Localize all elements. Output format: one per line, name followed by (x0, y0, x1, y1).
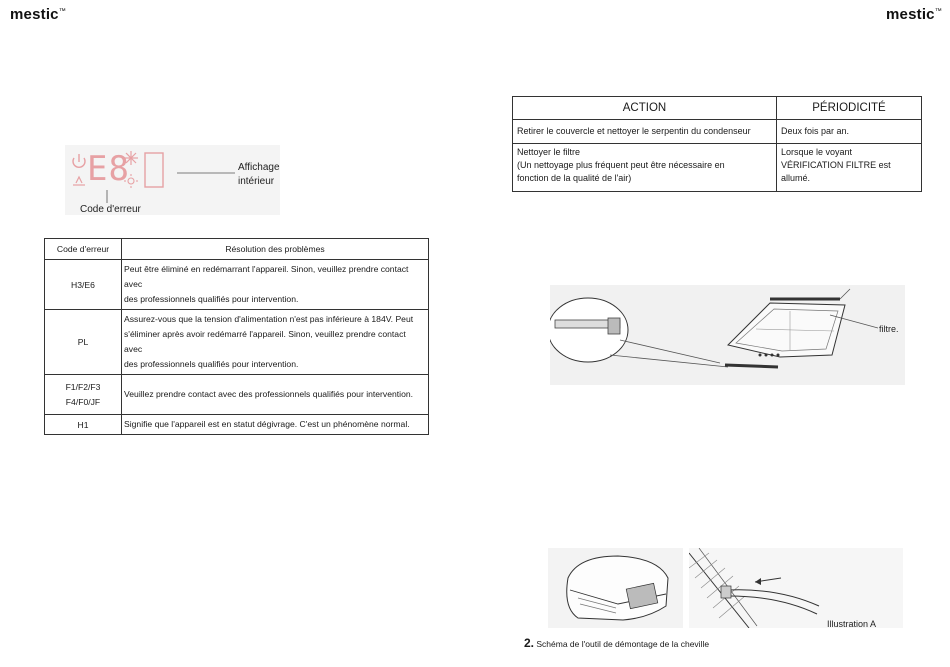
water-level-icon (73, 177, 85, 185)
tool-caption (524, 636, 709, 650)
table-row (45, 415, 429, 435)
illustration-a-label: Illustration A (827, 619, 877, 629)
segment-digit-empty (145, 153, 163, 187)
brand-logo-right: mestic™ (886, 6, 942, 23)
display-label: Affichage intérieur (238, 162, 280, 187)
maintenance-table (512, 96, 922, 192)
error-code-cell: H3/E6 (45, 260, 122, 310)
table-row (45, 260, 429, 310)
header-error-code: Code d'erreur (45, 239, 122, 260)
error-code-label: Code d'erreur (80, 204, 141, 215)
table-row (513, 120, 922, 144)
filter-illustration (550, 285, 905, 385)
power-icon (73, 154, 85, 167)
period-cell: Lorsque le voyant VÉRIFICATION FILTRE est allumé. (777, 144, 922, 192)
table-row (513, 144, 922, 192)
table-row (45, 310, 429, 375)
resolution-cell: Signifie que l'appareil est en statut dégivrage. C'est un phénomène normal. (122, 415, 429, 435)
error-code-table (44, 238, 429, 435)
brand-logo-left: mestic™ (10, 6, 66, 23)
table-row (45, 375, 429, 415)
caption-number: 2. (524, 636, 535, 650)
filter-label: filtre. (879, 324, 899, 334)
header-periodicity: PÉRIODICITÉ (777, 97, 922, 120)
resolution-cell: Assurez-vous que la tension d'alimentation n'est pas inférieure à 184V. Peut s'éliminer après avoir redémarré l'appareil. Sinon, veuillez prendre contact avec des professionnels qualifiés pour intervention. (122, 310, 429, 375)
resolution-cell: Peut être éliminé en redémarrant l'appareil. Sinon, veuillez prendre contact avec des professionnels qualifiés pour intervention. (122, 260, 429, 310)
table-header-row (513, 97, 922, 120)
action-cell: Nettoyer le filtre (Un nettoyage plus fréquent peut être nécessaire en fonction de la qualité de l'air) (513, 144, 777, 192)
error-code-segment-display: E8 (87, 149, 130, 189)
plug-removal-illustration (689, 548, 903, 628)
error-code-cell: H1 (45, 415, 122, 435)
device-illustration (548, 548, 683, 628)
period-cell: Deux fois par an. (777, 120, 922, 144)
header-action: ACTION (513, 97, 777, 120)
error-code-cell: F1/F2/F3 F4/F0/JF (45, 375, 122, 415)
caption-text: Schéma de l'outil de démontage de la cheville (536, 639, 710, 649)
action-cell: Retirer le couvercle et nettoyer le serpentin du condenseur (513, 120, 777, 144)
table-header-row (45, 239, 429, 260)
error-code-cell: PL (45, 310, 122, 375)
header-resolution: Résolution des problèmes (122, 239, 429, 260)
resolution-cell: Veuillez prendre contact avec des professionnels qualifiés pour intervention. (122, 375, 429, 415)
